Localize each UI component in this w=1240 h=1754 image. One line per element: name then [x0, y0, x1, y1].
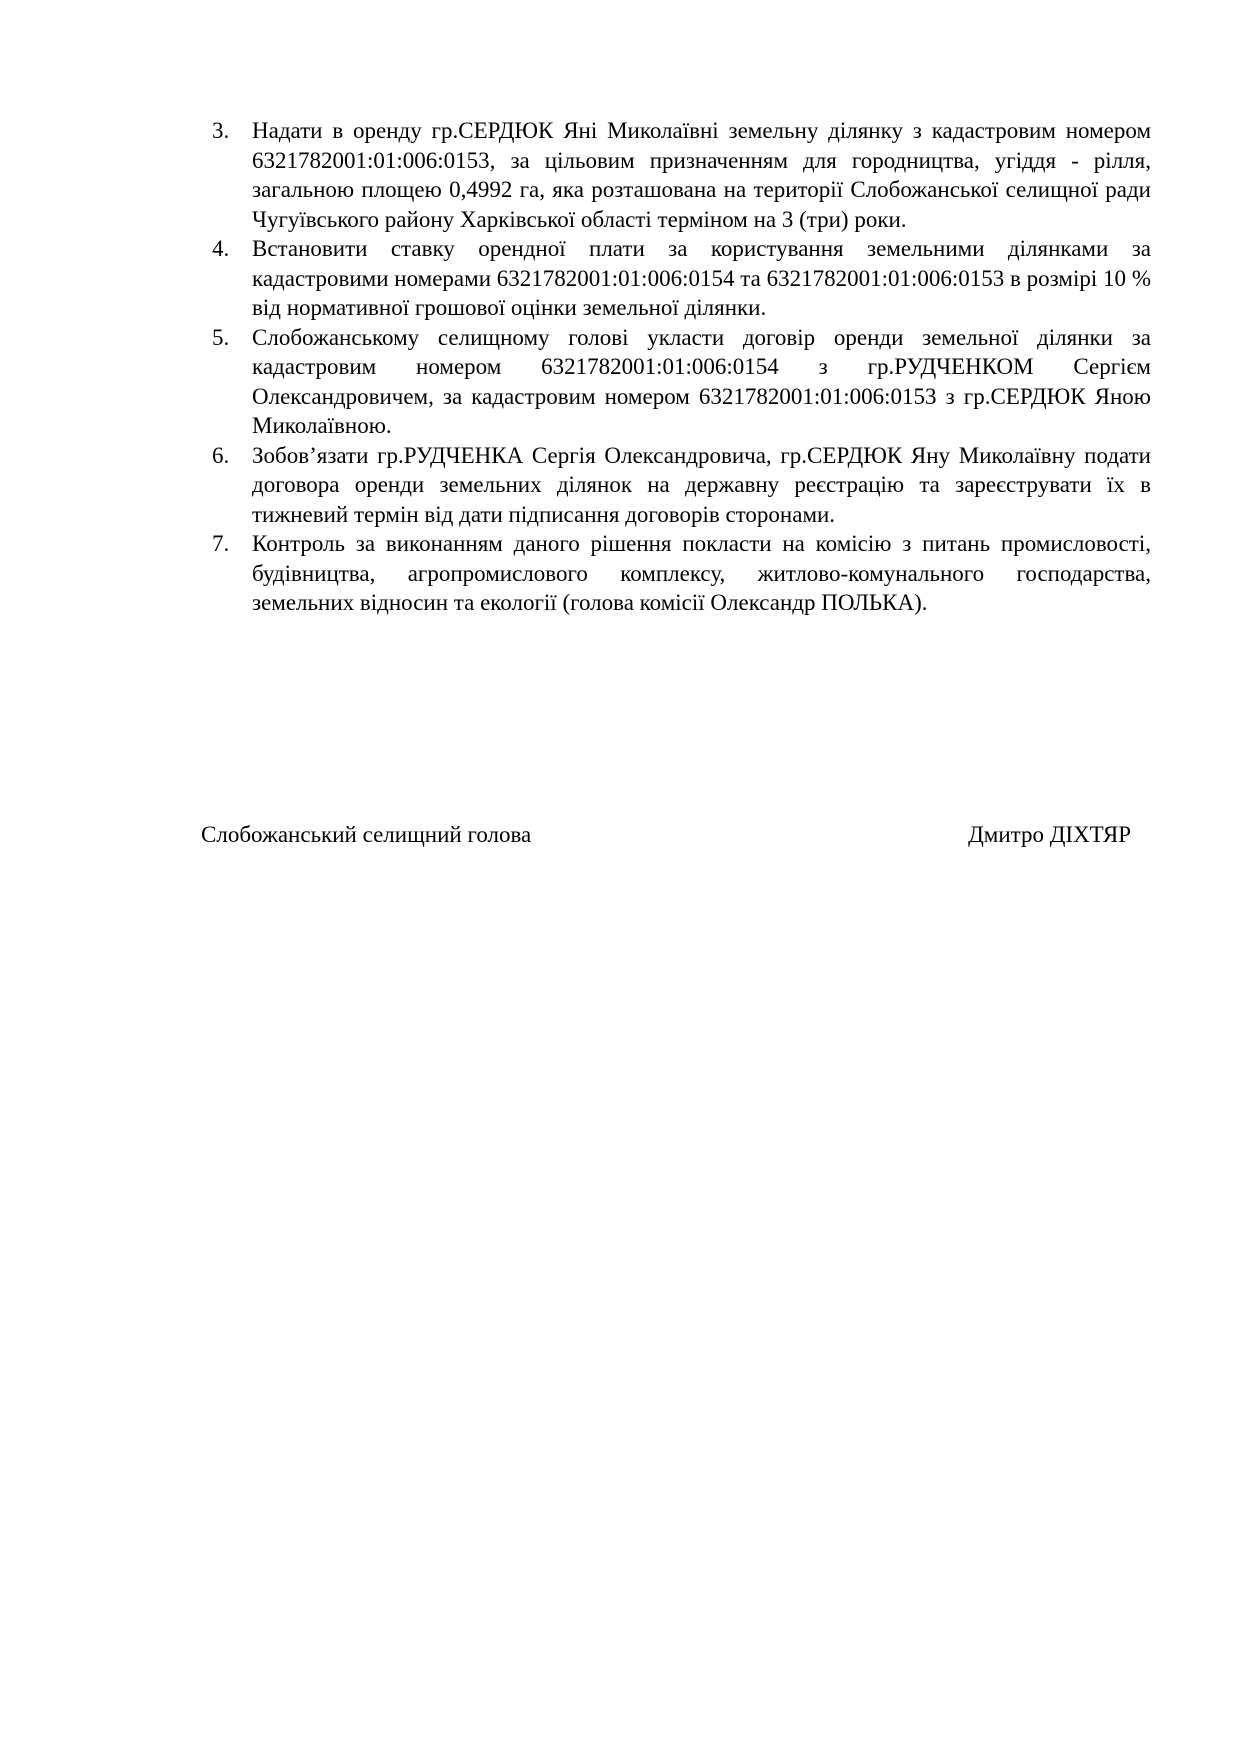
item-text: Слобожанському селищному голові укласти договір оренди земельної ділянки за кадастровим номером 6321782001:01:006:0154 з гр.РУДЧЕНКОМ Сергієм Олександровичем, за кадастровим номером 6321782001:01:006:0153 з гр.СЕРДЮК Яною Миколаївною. [252, 324, 1151, 438]
item-text: Встановити ставку орендної плати за користування земельними ділянками за кадастровими номерами 6321782001:01:006:0154 та 6321782001:01:006:0153 в розмірі 10 % від нормативної грошової оцінки земельної ділянки. [252, 236, 1151, 320]
item-number: 3. [212, 118, 230, 143]
item-number: 7. [212, 531, 230, 556]
decision-items-list [207, 116, 1151, 618]
list-item-6 [207, 441, 1151, 530]
list-item-4 [207, 234, 1151, 323]
signature-block [201, 820, 1131, 860]
item-text: Надати в оренду гр.СЕРДЮК Яні Миколаївні земельну ділянку з кадастровим номером 6321782001:01:006:0153, за цільовим призначенням для городництва, угіддя - рілля, загальною площею 0,4992 га, яка розташована на території Слобожанської селищної ради Чугуївського району Харківської області терміном на 3 (три) роки. [252, 118, 1151, 232]
list-item-7 [207, 529, 1151, 618]
item-text: Зобов’язати гр.РУДЧЕНКА Сергія Олександровича, гр.СЕРДЮК Яну Миколаївну подати договора оренди земельних ділянок на державну реєстрацію та зареєструвати їх в тижневий термін від дати підписання договорів сторонами. [252, 442, 1151, 527]
signature-position: Слобожанський селищний голова [201, 822, 532, 847]
item-number: 6. [212, 442, 230, 468]
item-number: 5. [212, 324, 230, 350]
list-item-5 [207, 323, 1151, 441]
list-item-3 [207, 116, 1151, 234]
item-number: 4. [212, 236, 230, 261]
item-text: Контроль за виконанням даного рішення покласти на комісію з питань промисловості, будівництва, агропромислового комплексу, житлово-комунального господарства, земельних відносин та екології (голова комісії Олександр ПОЛЬКА). [252, 531, 1151, 615]
signature-name: Дмитро ДІХТЯР [968, 822, 1131, 847]
